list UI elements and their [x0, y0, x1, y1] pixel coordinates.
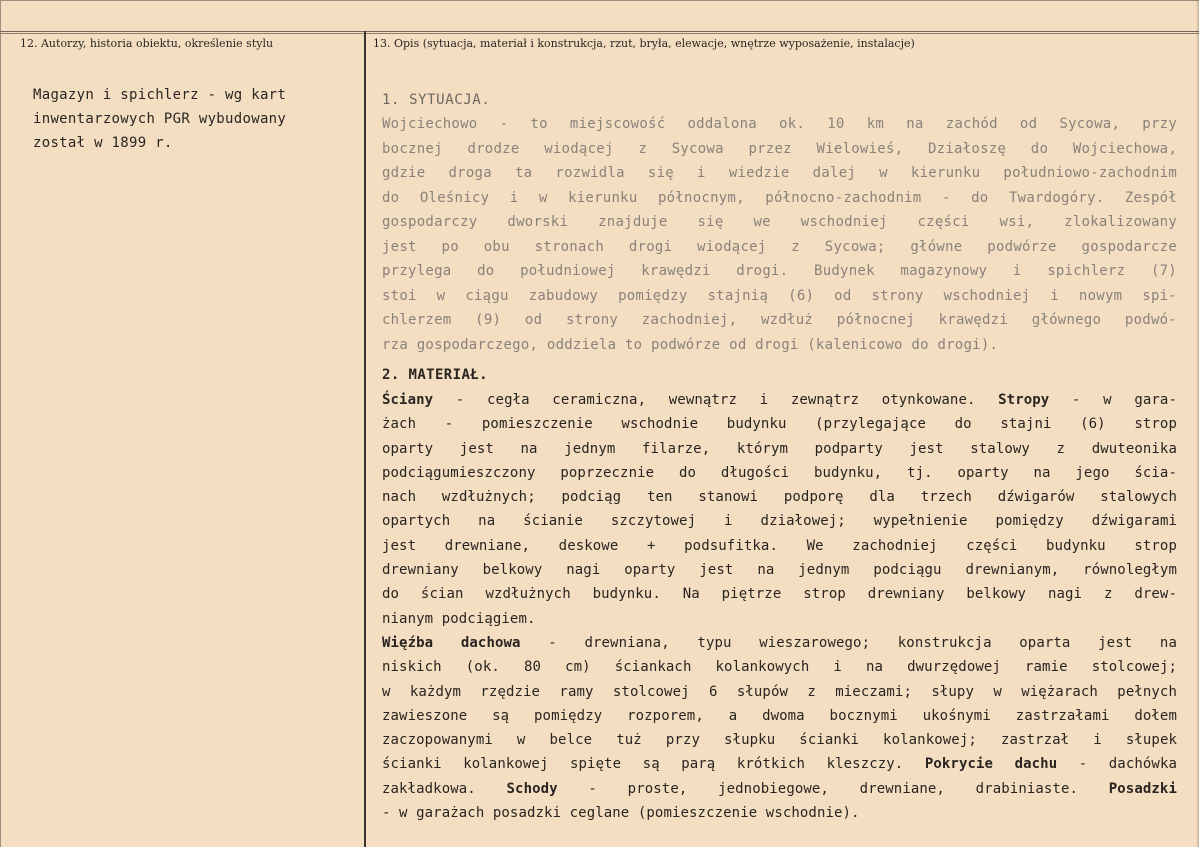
situation-line: jest po obu stronach drogi wiodącej z Sycowa; główne podwórze gospodarcze — [382, 238, 1177, 255]
material-text: - cegła ceramiczna, wewnątrz i zewnątrz otynkowane. — [433, 392, 999, 408]
material-text: - w gara- — [1049, 392, 1177, 408]
material-text: do ścian wzdłużnych budynku. Na piętrze strop drewniany belkowy nagi z drew- — [382, 586, 1177, 603]
material-lines — [382, 388, 1177, 825]
material-text: podciągumieszczony poprzecznie do długości budynku, tj. oparty na jego ścia- — [382, 464, 1177, 481]
situation-line: stoi w ciągu zabudowy pomiędzy stajnią (6) od strony wschodniej i nowym spi- — [382, 287, 1177, 304]
material-line — [382, 485, 1177, 509]
material-line — [382, 752, 1177, 776]
material-line — [382, 631, 1177, 655]
card-left-border — [0, 0, 1, 847]
material-text: oparty jest na jednym filarze, którym podparty jest stalowy z dwuteonika — [382, 440, 1177, 457]
situation-line: do Oleśnicy i w kierunku północnym, północno-zachodnim - do Twardogóry. Zespół — [382, 189, 1177, 206]
field-12-content — [33, 83, 353, 155]
section-material — [382, 362, 1177, 825]
material-term: Ściany — [382, 392, 434, 408]
field-13-label: 13. Opis (sytuacja, materiał i konstrukcja, rzut, bryła, elewacje, wnętrze wyposażenie, instalacje) — [373, 37, 915, 50]
material-line — [382, 655, 1177, 679]
field-12-line: Magazyn i spichlerz - wg kart — [33, 87, 287, 103]
material-text: ścianki kolankowej spięte są parą krótkich kleszczy. — [382, 756, 925, 773]
card-top-border — [0, 0, 1199, 1]
material-text: zakładkowa. — [382, 780, 507, 797]
situation-line: Wojciechowo - to miejscowość oddalona ok. 10 km na zachód od Sycowa, przy — [382, 116, 1177, 132]
section-material-heading: 2. MATERIAŁ. — [382, 367, 488, 383]
situation-line: bocznej drodze wiodącej z Sycowa przez Wielowieś, Działoszę do Wojciechowa, — [382, 140, 1177, 157]
header-divider — [0, 31, 1199, 32]
field-12-label: 12. Autorzy, historia obiektu, określenie stylu — [20, 37, 274, 50]
material-line — [382, 534, 1177, 558]
material-term: Pokrycie dachu — [924, 756, 1058, 773]
material-text: - dachówka — [1057, 756, 1177, 773]
situation-line: rza gospodarczego, oddziela to podwórze od drogi (kalenicowo do drogi). — [382, 336, 999, 353]
header-divider-secondary — [0, 33, 1199, 34]
material-line — [382, 412, 1177, 436]
material-line — [382, 558, 1177, 582]
material-text: nach wzdłużnych; podciąg ten stanowi podporę dla trzech dźwigarów stalowych — [382, 489, 1177, 506]
material-line — [382, 801, 1177, 825]
material-text: nianym podciągiem. — [382, 610, 536, 627]
material-text: opartych na ścianie szczytowej i działowej; wypełnienie pomiędzy dźwigarami — [382, 513, 1177, 530]
material-text: w każdym rzędzie ramy stolcowej 6 słupów z mieczami; słupy w więżarach pełnych — [382, 683, 1177, 700]
material-line — [382, 728, 1177, 752]
field-12-line: został w 1899 r. — [33, 135, 173, 151]
material-line — [382, 777, 1177, 801]
material-line — [382, 461, 1177, 485]
material-text: - proste, jednobiegowe, drewniane, drabiniaste. — [557, 780, 1109, 797]
material-text: - w garażach posadzki ceglane (pomieszczenie wschodnie). — [382, 805, 860, 822]
material-text: zawieszone są pomiędzy rozporem, a dwoma bocznymi ukośnymi zastrzałami dołem — [382, 707, 1177, 724]
section-situation — [382, 88, 1177, 357]
situation-line: chlerzem (9) od strony zachodniej, wzdłuż północnej krawędzi głównego podwó- — [382, 312, 1177, 328]
situation-line: przylega do południowej krawędzi drogi. Budynek magazynowy i spichlerz (7) — [382, 263, 1177, 279]
material-line — [382, 437, 1177, 461]
material-term: Posadzki — [1108, 780, 1177, 797]
material-text: - drewniana, typu wieszarowego; konstrukcja oparta jest na — [520, 634, 1177, 651]
field-12-line: inwentarzowych PGR wybudowany — [33, 111, 287, 127]
column-divider — [364, 31, 366, 847]
material-text: niskich (ok. 80 cm) ściankach kolankowych i na dwurzędowej ramie stolcowej; — [382, 659, 1177, 676]
material-text: jest drewniane, deskowe + podsufitka. We zachodniej części budynku strop — [382, 537, 1177, 554]
situation-line: gdzie droga ta rozwidla się i wiedzie dalej w kierunku południowo-zachodnim — [382, 165, 1177, 181]
material-line — [382, 388, 1177, 412]
material-line — [382, 704, 1177, 728]
material-term: Schody — [506, 780, 558, 797]
material-text: żach - pomieszczenie wschodnie budynku (przylegające do stajni (6) strop — [382, 416, 1177, 433]
material-line — [382, 607, 1177, 631]
material-line — [382, 680, 1177, 704]
material-term: Stropy — [998, 392, 1050, 408]
material-term: Więźba dachowa — [382, 634, 521, 651]
material-line — [382, 582, 1177, 606]
section-situation-heading: 1. SYTUACJA. — [382, 92, 491, 108]
material-line — [382, 509, 1177, 533]
situation-line: gospodarczy dworski znajduje się we wschodniej części wsi, zlokalizowany — [382, 214, 1177, 230]
material-text: drewniany belkowy nagi oparty jest na jednym podciągu drewnianym, równoległym — [382, 562, 1177, 579]
material-text: zaczopowanymi w belce tuż przy słupku ścianki kolankowej; zastrzał i słupek — [382, 732, 1177, 749]
